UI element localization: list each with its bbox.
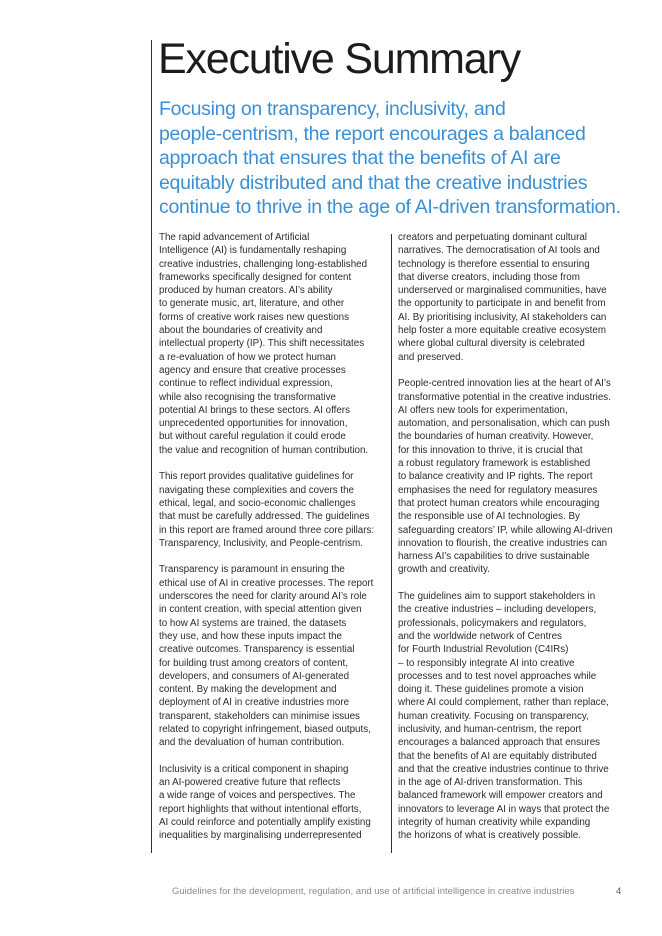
body-line: that must be carefully addressed. The guidelines — [159, 511, 370, 523]
body-line: for building trust among creators of content, — [159, 657, 348, 669]
body-line: growth and creativity. — [398, 564, 490, 576]
body-line: in the age of AI-driven transformation. This — [398, 777, 583, 789]
body-line: agency and ensure that creative processes — [159, 364, 346, 376]
body-line: potential AI brings to these sectors. AI offers — [159, 404, 350, 416]
body-line: in this report are framed around three core pillars: — [159, 524, 375, 536]
body-line: transparent, stakeholders can minimise issues — [159, 710, 360, 722]
body-line: automation, and personalisation, which can push — [398, 418, 610, 430]
body-line: related to copyright infringement, biased outputs, — [159, 723, 371, 735]
body-line: continue to reflect individual expression, — [159, 378, 333, 390]
body-line: about the boundaries of creativity and — [159, 325, 323, 337]
body-line: deployment of AI in creative industries more — [159, 697, 350, 709]
body-line: report highlights that without intentional efforts, — [159, 803, 362, 815]
footer-text: Guidelines for the development, regulation, and use of artificial intelligence in creative industries — [172, 886, 575, 897]
body-line: This report provides qualitative guidelines for — [159, 471, 354, 483]
body-line: to how AI systems are trained, the datasets — [159, 617, 347, 629]
body-line: creative outcomes. Transparency is essential — [159, 644, 355, 656]
body-line: safeguarding creators’ IP, while allowing AI-driven — [398, 524, 613, 536]
body-paragraph — [159, 231, 389, 457]
body-line: developers, and consumers of AI-generated — [159, 670, 350, 682]
body-line: that diverse creators, including those from — [398, 271, 580, 283]
body-line: harness AI’s capabilities to drive sustainable — [398, 551, 590, 563]
body-line: to generate music, art, literature, and other — [159, 298, 345, 310]
body-line: underserved or marginalised communities, have — [398, 285, 607, 297]
body-line: where global cultural diversity is celebrated — [398, 338, 585, 350]
body-line: processes and to test novel approaches while — [398, 670, 597, 682]
column-divider — [391, 234, 392, 853]
body-line: technology is therefore essential to ensuring — [398, 258, 590, 270]
body-line: a robust regulatory framework is established — [398, 458, 591, 470]
body-line: a re-evaluation of how we protect human — [159, 351, 336, 363]
body-line: encourages a balanced approach that ensures — [398, 737, 601, 749]
body-paragraph — [159, 470, 389, 550]
body-line: Transparency, Inclusivity, and People-centrism. — [159, 537, 364, 549]
lead-line: people-centrism, the report encourages a balanced — [159, 122, 586, 145]
body-line: Intelligence (AI) is fundamentally reshaping — [159, 245, 347, 257]
body-paragraph — [159, 763, 389, 843]
body-line: the opportunity to participate in and benefit from — [398, 298, 606, 310]
body-line: professionals, policymakers and regulators, — [398, 617, 587, 629]
body-line: produced by human creators. AI’s ability — [159, 285, 333, 297]
body-line: and that the creative industries continue to thrive — [398, 763, 609, 775]
body-line: inclusivity, and human-centrism, the report — [398, 723, 582, 735]
body-line: AI offers new tools for experimentation, — [398, 404, 568, 416]
body-line: a wide range of voices and perspectives. The — [159, 790, 356, 802]
body-line: intellectual property (IP). This shift necessitates — [159, 338, 365, 350]
body-line: Inclusivity is a critical component in shaping — [159, 763, 349, 775]
body-line: Transparency is paramount in ensuring the — [159, 564, 345, 576]
body-line: they use, and how these inputs impact the — [159, 630, 342, 642]
body-line: ethical, legal, and socio-economic challenges — [159, 497, 356, 509]
body-line: innovation to flourish, the creative industries can — [398, 537, 608, 549]
body-line: an AI-powered creative future that reflects — [159, 777, 341, 789]
body-paragraph — [159, 563, 389, 749]
body-line: unprecedented opportunities for innovation, — [159, 418, 348, 430]
body-line: the creative industries – including developers, — [398, 604, 597, 616]
left-margin-rule — [151, 40, 152, 853]
lead-line: equitably distributed and that the creative industries — [159, 171, 588, 194]
body-line: but without careful regulation it could erode — [159, 431, 346, 443]
body-line: The guidelines aim to support stakeholders in — [398, 591, 596, 603]
body-line: forms of creative work raises new questions — [159, 311, 350, 323]
body-column-right — [398, 231, 628, 856]
body-line: that protect human creators while encouraging — [398, 497, 600, 509]
lead-line: continue to thrive in the age of AI-driven transformation. — [159, 196, 621, 218]
lead-line: approach that ensures that the benefits of AI are — [159, 147, 561, 169]
body-line: emphasises the need for regulatory measures — [398, 484, 598, 496]
body-line: People-centred innovation lies at the heart of AI’s — [398, 378, 611, 390]
body-line: underscores the need for clarity around AI’s role — [159, 591, 367, 603]
body-line: and the worldwide network of Centres — [398, 630, 562, 642]
body-line: the horizons of what is creatively possible. — [398, 830, 581, 842]
body-line: to balance creativity and IP rights. The report — [398, 471, 593, 483]
body-line: inequalities by marginalising underrepresented — [159, 830, 362, 842]
body-line: AI could reinforce and potentially amplify existing — [159, 817, 371, 829]
body-line: The rapid advancement of Artificial — [159, 232, 310, 243]
page-title: Executive Summary — [158, 35, 520, 83]
body-line: help foster a more equitable creative ecosystem — [398, 325, 607, 337]
body-column-left — [159, 231, 389, 856]
body-line: in content creation, with special attention given — [159, 604, 362, 616]
body-line: narratives. The democratisation of AI tools and — [398, 245, 600, 257]
body-line: balanced framework will empower creators and — [398, 790, 603, 802]
body-line: the boundaries of human creativity. However, — [398, 431, 594, 443]
body-line: transformative potential in the creative industries. — [398, 391, 611, 403]
body-paragraph — [398, 231, 628, 364]
body-line: and preserved. — [398, 351, 464, 363]
body-line: while also recognising the transformative — [159, 391, 336, 403]
body-line: that the benefits of AI are equitably distributed — [398, 750, 597, 762]
lead-line: Focusing on transparency, inclusivity, and — [159, 98, 506, 120]
body-line: innovators to leverage AI in ways that protect the — [398, 803, 610, 815]
body-line: where AI could complement, rather than replace, — [398, 697, 609, 709]
body-paragraph — [398, 377, 628, 576]
body-line: creators and perpetuating dominant cultural — [398, 232, 587, 243]
body-line: integrity of human creativity while expanding — [398, 817, 591, 829]
body-line: and the devaluation of human contribution. — [159, 737, 345, 749]
body-line: – to responsibly integrate AI into creative — [398, 657, 575, 669]
page-number: 4 — [616, 886, 622, 897]
body-line: ethical use of AI in creative processes. The report — [159, 577, 374, 589]
body-line: navigating these complexities and covers the — [159, 484, 354, 496]
body-line: human creativity. Focusing on transparency, — [398, 710, 589, 722]
body-line: content. By making the development and — [159, 684, 337, 696]
body-line: for this innovation to thrive, it is crucial that — [398, 444, 583, 456]
body-line: the responsible use of AI technologies. By — [398, 511, 580, 523]
lead-paragraph — [159, 97, 639, 220]
body-line: for Fourth Industrial Revolution (C4IRs) — [398, 644, 569, 656]
body-line: frameworks specifically designed for content — [159, 271, 352, 283]
body-line: AI. By prioritising inclusivity, AI stakeholders can — [398, 311, 607, 323]
body-line: the value and recognition of human contribution. — [159, 444, 369, 456]
body-paragraph — [398, 590, 628, 843]
body-line: doing it. These guidelines promote a vision — [398, 684, 584, 696]
body-line: creative industries, challenging long-established — [159, 258, 368, 270]
